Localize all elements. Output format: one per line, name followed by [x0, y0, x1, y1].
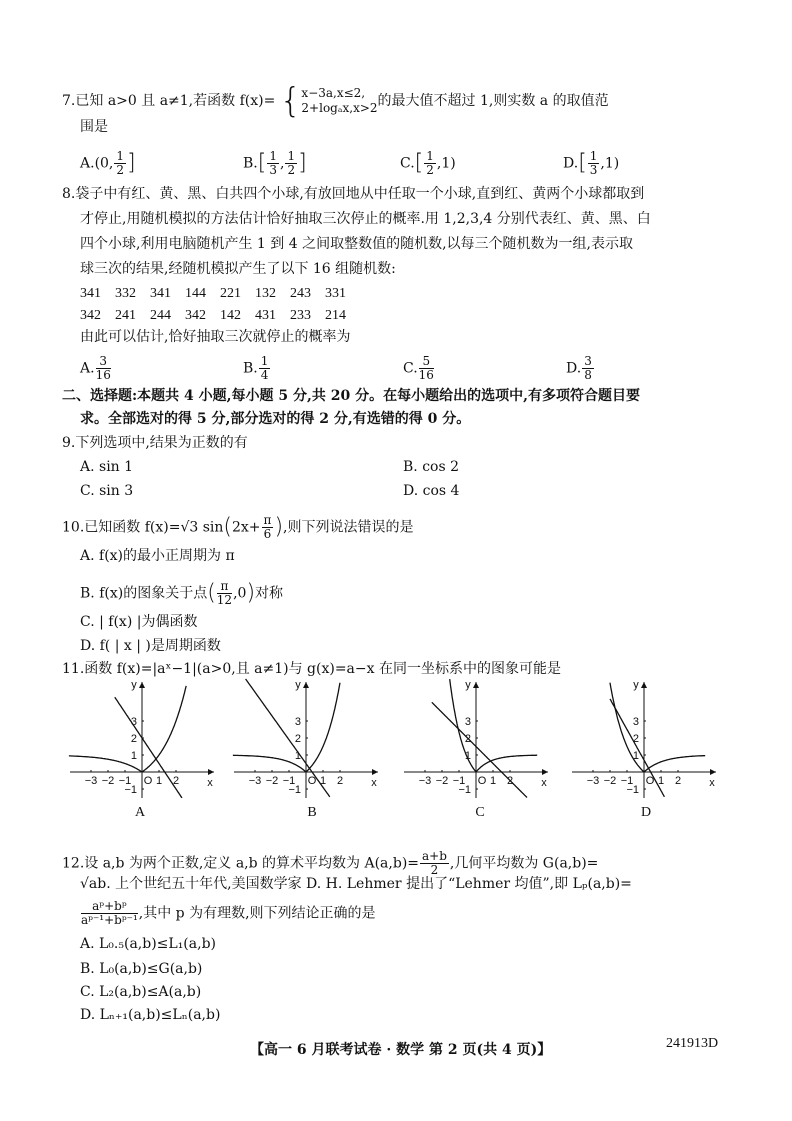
q12-option-c: C. L₂(a,b)≤A(a,b): [80, 984, 202, 1000]
x-tick-label: O: [307, 775, 317, 787]
q7-option-a: A.(0, $\frac{1}{2}$ ]: [80, 149, 136, 177]
x-axis-label: x: [541, 777, 547, 789]
x-tick-label: −2: [101, 775, 115, 787]
q9-stem: 9.下列选项中,结果为正数的有: [62, 435, 248, 451]
x-tick-label: −1: [282, 775, 296, 787]
y-tick-label: 3: [632, 716, 639, 728]
y-tick-label: −1: [288, 784, 301, 796]
y-tick-label: −1: [626, 784, 639, 796]
exponential-abs-curve: [233, 683, 340, 772]
y-axis-arrow-icon: [303, 682, 309, 688]
y-tick-label: 3: [464, 716, 471, 728]
q8-random-row1: 341 332 341 144 221 132 243 331: [80, 286, 346, 301]
q9-option-a: A. sin 1: [80, 459, 134, 475]
q11-graph-d: [570, 676, 720, 800]
x-axis-arrow-icon: [208, 769, 214, 775]
q10-stem: 10.已知函数 f(x)=√3 sin(2x+ $\frac{\pi}{6}$ ),则下列说法错误的是: [62, 513, 414, 541]
q8-stem-line1: 8.袋子中有红、黄、黑、白共四个小球,有放回地从中任取一个小球,直到红、黄两个小球都取到: [62, 186, 645, 202]
y-axis-label: y: [465, 679, 471, 691]
q8-stem-line2: 才停止,用随机模拟的方法估计恰好抽取三次停止的概率.用 1,2,3,4 分别代表红、黄、黑、白: [80, 211, 651, 227]
x-tick-label: −3: [84, 775, 98, 787]
q11-graph-b: [232, 676, 382, 800]
q7-stem-line2: 围是: [80, 119, 108, 135]
x-tick-label: 2: [336, 775, 344, 787]
x-tick-label: 2: [674, 775, 682, 787]
x-tick-label: −2: [603, 775, 617, 787]
y-tick-label: 1: [632, 750, 639, 762]
section2-instructions-line2: 求。全部选对的得 5 分,部分选对的得 2 分,有选错的得 0 分。: [80, 411, 471, 427]
q12-option-a: A. L₀.₅(a,b)≤L₁(a,b): [80, 936, 216, 952]
x-tick-label: −3: [248, 775, 262, 787]
q8-random-row2: 342 241 244 342 142 431 233 214: [80, 308, 346, 323]
x-tick-label: O: [477, 775, 487, 787]
paper-code: 241913D: [666, 1036, 719, 1051]
x-tick-label: O: [143, 775, 153, 787]
y-tick-label: 2: [130, 733, 137, 745]
exponential-abs-curve: [610, 683, 705, 772]
x-axis-label: x: [207, 777, 213, 789]
y-tick-label: 3: [130, 716, 137, 728]
q10-option-a: A. f(x)的最小正周期为 π: [80, 548, 235, 564]
x-axis-arrow-icon: [372, 769, 378, 775]
x-tick-label: −1: [452, 775, 466, 787]
x-tick-label: 2: [506, 775, 514, 787]
y-axis-arrow-icon: [473, 682, 479, 688]
y-tick-label: 1: [294, 750, 301, 762]
x-tick-label: O: [645, 775, 655, 787]
q7-stem: 7.已知 a>0 且 a≠1,若函数 f(x)= { x−3a,x≤2, 2+logₐx,x>2 的最大值不超过 1,则实数 a 的取值范: [62, 81, 609, 121]
y-axis-arrow-icon: [641, 682, 647, 688]
x-tick-label: −1: [620, 775, 634, 787]
q9-option-c: C. sin 3: [80, 483, 134, 499]
q12-option-b: B. L₀(a,b)≤G(a,b): [80, 961, 203, 977]
q9-option-d: D. cos 4: [403, 483, 460, 499]
q8-stem-line4: 球三次的结果,经随机模拟产生了以下 16 组随机数:: [80, 261, 396, 277]
x-tick-label: −2: [265, 775, 279, 787]
q11-stem: 11.函数 f(x)=|aˣ−1|(a>0,且 a≠1)与 g(x)=a−x 在同一坐标系中的图象可能是: [62, 661, 561, 677]
q8-option-c: C. $\frac{5}{16}$: [403, 354, 434, 382]
q8-option-a: A. $\frac{3}{16}$: [80, 354, 111, 382]
q8-option-b: B. $\frac{1}{4}$: [243, 354, 269, 382]
x-tick-label: 1: [319, 775, 327, 787]
q11-graph-c-label: C: [475, 805, 485, 820]
y-tick-label: 3: [294, 716, 301, 728]
q7-option-d: D.[ $\frac{1}{3}$ ,1): [563, 149, 620, 177]
q8-stem-line5: 由此可以估计,恰好抽取三次就停止的概率为: [80, 329, 351, 345]
x-tick-label: −3: [418, 775, 432, 787]
y-tick-label: 1: [130, 750, 137, 762]
q11-graph-d-label: D: [640, 805, 652, 820]
x-axis-label: x: [371, 777, 377, 789]
q12-option-d: D. Lₙ₊₁(a,b)≤Lₙ(a,b): [80, 1007, 221, 1023]
y-axis-arrow-icon: [139, 682, 145, 688]
q11-graph-a: [68, 676, 218, 800]
q10-option-c: C. | f(x) |为偶函数: [80, 614, 198, 630]
y-tick-label: 2: [294, 733, 301, 745]
x-axis-label: x: [709, 777, 715, 789]
q12-stem-line3: $\frac{\text{aᵖ+bᵖ}}{\text{aᵖ⁻¹+bᵖ⁻¹}}$ ,其中 p 为有理数,则下列结论正确的是: [81, 899, 376, 927]
q11-graph-c: [402, 676, 552, 800]
line-g: [610, 699, 664, 797]
q10-option-d: D. f( | x | )是周期函数: [80, 638, 221, 654]
q7-piecewise: x−3a,x≤2, 2+logₐx,x>2: [301, 86, 378, 115]
q9-option-b: B. cos 2: [403, 459, 459, 475]
x-tick-label: −2: [435, 775, 449, 787]
q10-option-b: B. f(x)的图象关于点( $\frac{\pi}{12}$ ,0)对称: [80, 579, 284, 607]
section2-instructions-line1: 二、选择题:本题共 4 小题,每小题 5 分,共 20 分。在每小题给出的选项中,有多项符合题目要: [62, 388, 640, 404]
y-axis-label: y: [295, 679, 301, 691]
q7-option-c: C.[ $\frac{1}{2}$ ,1): [400, 149, 456, 177]
x-tick-label: 2: [172, 775, 180, 787]
q11-graph-b-label: B: [307, 805, 317, 820]
y-tick-label: −1: [124, 784, 137, 796]
q12-stem-line2: √ab. 上个世纪五十年代,美国数学家 D. H. Lehmer 提出了“Lehmer 均值”,即 Lₚ(a,b)=: [80, 876, 632, 892]
x-tick-label: −1: [118, 775, 132, 787]
x-tick-label: 1: [489, 775, 497, 787]
y-tick-label: 2: [464, 733, 471, 745]
q7-option-b: B.[ $\frac{1}{3}$ , $\frac{1}{2}$ ]: [243, 149, 307, 177]
y-axis-label: y: [633, 679, 639, 691]
q8-option-d: D. $\frac{3}{8}$: [566, 354, 592, 382]
y-tick-label: 2: [632, 733, 639, 745]
x-axis-arrow-icon: [542, 769, 548, 775]
x-tick-label: 1: [155, 775, 163, 787]
x-tick-label: 1: [657, 775, 665, 787]
page-footer: 【高一 6 月联考试卷 · 数学 第 2 页(共 4 页)】: [250, 1042, 552, 1058]
q8-stem-line3: 四个小球,利用电脑随机产生 1 到 4 之间取整数值的随机数,以每三个随机数为一组,表示取: [80, 236, 633, 252]
y-tick-label: 1: [464, 750, 471, 762]
exponential-abs-curve: [450, 679, 538, 772]
y-tick-label: −1: [458, 784, 471, 796]
q11-graph-a-label: A: [134, 805, 146, 820]
y-axis-label: y: [131, 679, 137, 691]
x-tick-label: −3: [586, 775, 600, 787]
x-axis-arrow-icon: [710, 769, 716, 775]
exponential-abs-curve: [69, 686, 186, 772]
q12-stem-line1: 12.设 a,b 为两个正数,定义 a,b 的算术平均数为 A(a,b)= $\frac{a+b}{2}$ ,几何平均数为 G(a,b)=: [62, 849, 599, 877]
